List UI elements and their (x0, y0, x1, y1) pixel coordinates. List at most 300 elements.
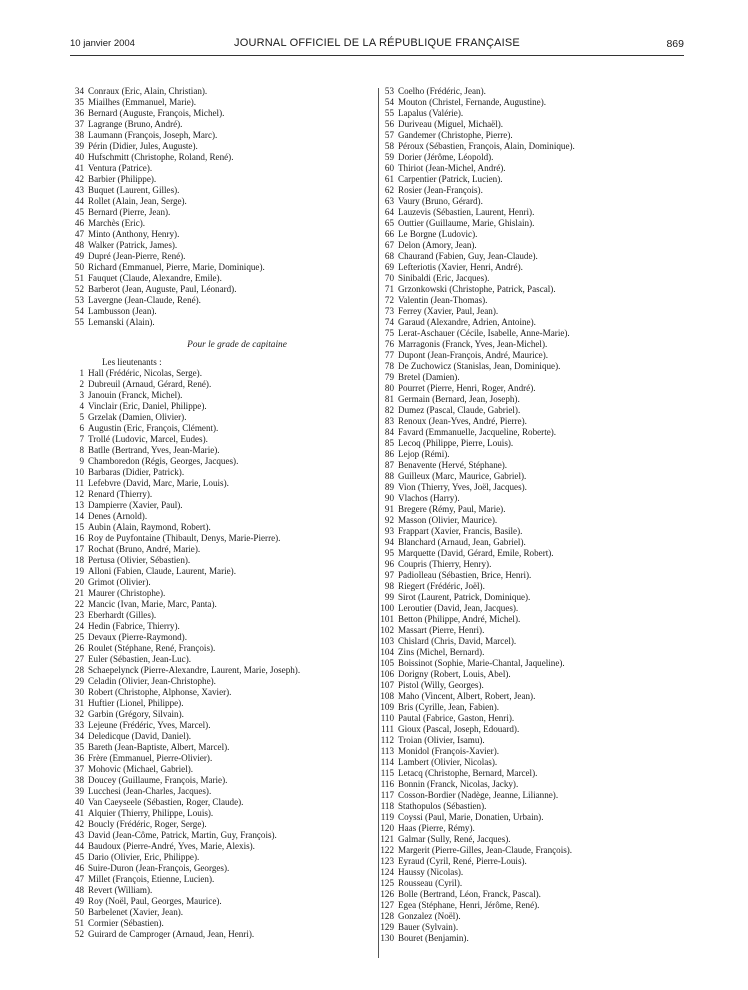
list-item (58, 720, 376, 731)
rank-number: 66 (384, 229, 394, 239)
officer-name: Gioux (Pascal, Joseph, Edouard). (398, 724, 520, 734)
officer-name: Celadin (Olivier, Jean-Christophe). (88, 676, 216, 686)
list-item (368, 581, 684, 592)
list-item (58, 687, 376, 698)
officer-name: Leroutier (David, Jean, Jacques). (398, 603, 519, 613)
list-item (58, 874, 376, 885)
rank-number: 39 (74, 786, 84, 796)
officer-name: Coelho (Frédéric, Jean). (398, 86, 486, 96)
list-item (58, 141, 376, 152)
page-header (70, 38, 684, 54)
list-item (368, 669, 684, 680)
list-item (58, 643, 376, 654)
rank-number: 115 (380, 768, 394, 778)
officer-name: Bonnin (Franck, Nicolas, Jacky). (398, 779, 519, 789)
rank-number: 122 (380, 845, 394, 855)
list-item (368, 768, 684, 779)
list-item (368, 515, 684, 526)
rank-number: 92 (384, 515, 394, 525)
rank-number: 16 (74, 533, 84, 543)
officer-name: Alquier (Thierry, Philippe, Louis). (88, 808, 214, 818)
list-item (58, 632, 376, 643)
rank-number: 83 (384, 416, 394, 426)
list-item (368, 207, 684, 218)
list-item (58, 251, 376, 262)
officer-name: Dampierre (Xavier, Paul). (88, 500, 183, 510)
rank-number: 105 (380, 658, 394, 668)
list-item (58, 610, 376, 621)
list-item (58, 808, 376, 819)
officer-name: Dumez (Pascal, Claude, Gabriel). (398, 405, 521, 415)
officer-name: Roy de Puyfontaine (Thibault, Denys, Marie-Pierre). (88, 533, 281, 543)
rank-number: 70 (384, 273, 394, 283)
officer-name: Sirot (Laurent, Patrick, Dominique). (398, 592, 531, 602)
rank-number: 49 (74, 251, 84, 261)
officer-name: Haussy (Nicolas). (398, 867, 464, 877)
rank-number: 30 (74, 687, 84, 697)
section-subheading: Les lieutenants : (102, 357, 162, 367)
list-item (368, 97, 684, 108)
officer-name: Zins (Michel, Bernard). (398, 647, 485, 657)
officer-name: Périn (Didier, Jules, Auguste). (88, 141, 198, 151)
list-item (58, 819, 376, 830)
rank-number: 17 (74, 544, 84, 554)
rank-number: 27 (74, 654, 84, 664)
rank-number: 90 (384, 493, 394, 503)
rank-number: 108 (380, 691, 394, 701)
list-item (58, 262, 376, 273)
list-item (58, 522, 376, 533)
officer-name: Lagrange (Bruno, André). (88, 119, 183, 129)
officer-name: Lefebvre (David, Marc, Marie, Louis). (88, 478, 229, 488)
officer-name: Barberot (Jean, Auguste, Paul, Léonard). (88, 284, 237, 294)
officer-name: David (Jean-Côme, Patrick, Martin, Guy, François). (88, 830, 277, 840)
list-item (58, 500, 376, 511)
list-item (368, 438, 684, 449)
list-item (368, 856, 684, 867)
rank-number: 47 (74, 874, 84, 884)
rank-number: 58 (384, 141, 394, 151)
list-item (368, 592, 684, 603)
officer-name: Conraux (Eric, Alain, Christian). (88, 86, 208, 96)
rank-number: 82 (384, 405, 394, 415)
officer-name: Buquet (Laurent, Gilles). (88, 185, 180, 195)
rank-number: 55 (384, 108, 394, 118)
officer-name: Grzelak (Damien, Olivier). (88, 412, 187, 422)
rank-number: 96 (384, 559, 394, 569)
rank-number: 18 (74, 555, 84, 565)
officer-name: Lambert (Olivier, Nicolas). (398, 757, 498, 767)
rank-number: 51 (74, 273, 84, 283)
officer-name: Germain (Bernard, Jean, Joseph). (398, 394, 520, 404)
rank-number: 57 (384, 130, 394, 140)
officer-name: Dorier (Jérôme, Léopold). (398, 152, 494, 162)
list-item (58, 163, 376, 174)
list-item (368, 449, 684, 460)
list-item (58, 401, 376, 412)
rank-number: 37 (74, 119, 84, 129)
list-item (58, 577, 376, 588)
list-item (368, 119, 684, 130)
officer-name: Guirard de Camproger (Arnaud, Jean, Henri). (88, 929, 255, 939)
rank-number: 98 (384, 581, 394, 591)
list-item (368, 823, 684, 834)
list-item (58, 555, 376, 566)
rank-number: 36 (74, 108, 84, 118)
list-item (368, 603, 684, 614)
list-item (368, 812, 684, 823)
list-item (58, 273, 376, 284)
list-item (368, 625, 684, 636)
journal-title: JOURNAL OFFICIEL DE LA RÉPUBLIQUE FRANÇAISE (234, 37, 520, 49)
officer-name: Bouret (Benjamin). (398, 933, 469, 943)
list-item (368, 845, 684, 856)
officer-name: Vaury (Bruno, Gérard). (398, 196, 483, 206)
officer-name: Masson (Olivier, Maurice). (398, 515, 498, 525)
lieutenant-list-continued (58, 86, 376, 328)
rank-number: 120 (380, 823, 394, 833)
list-item (368, 339, 684, 350)
rank-number: 107 (380, 680, 394, 690)
list-item (58, 456, 376, 467)
list-item (58, 544, 376, 555)
rank-number: 73 (384, 306, 394, 316)
officer-name: Dupont (Jean-François, André, Maurice). (398, 350, 549, 360)
officer-name: Baudoux (Pierre-André, Yves, Marie, Alexis). (88, 841, 255, 851)
officer-name: Robert (Christophe, Alphonse, Xavier). (88, 687, 232, 697)
right-column (368, 86, 684, 944)
officer-name: Walker (Patrick, James). (88, 240, 178, 250)
rank-number: 39 (74, 141, 84, 151)
rank-number: 13 (74, 500, 84, 510)
officer-name: Suire-Duron (Jean-François, Georges). (88, 863, 230, 873)
list-item (58, 434, 376, 445)
officer-name: Millet (François, Etienne, Lucien). (88, 874, 215, 884)
rank-number: 14 (74, 511, 84, 521)
rank-number: 64 (384, 207, 394, 217)
officer-name: Hufschmitt (Christophe, Roland, René). (88, 152, 234, 162)
rank-number: 46 (74, 863, 84, 873)
rank-number: 60 (384, 163, 394, 173)
rank-number: 43 (74, 185, 84, 195)
list-item (368, 218, 684, 229)
list-item (58, 207, 376, 218)
officer-name: Pourret (Pierre, Henri, Roger, André). (398, 383, 536, 393)
officer-name: Blanchard (Arnaud, Jean, Gabriel). (398, 537, 526, 547)
rank-number: 41 (74, 808, 84, 818)
list-item (58, 654, 376, 665)
officer-name: Eberhardt (Gilles). (88, 610, 157, 620)
officer-name: Marragonis (Franck, Yves, Jean-Michel). (398, 339, 548, 349)
page-number: 869 (666, 38, 684, 50)
rank-number: 114 (380, 757, 394, 767)
officer-name: Janouin (Franck, Michel). (88, 390, 183, 400)
officer-name: Chamboredon (Régis, Georges, Jacques). (88, 456, 239, 466)
list-item (368, 460, 684, 471)
officer-name: Trollé (Ludovic, Marcel, Eudes). (88, 434, 208, 444)
rank-number: 32 (74, 709, 84, 719)
officer-name: Batlle (Bertrand, Yves, Jean-Marie). (88, 445, 220, 455)
list-item (368, 273, 684, 284)
officer-name: Egea (Stéphane, Henri, Jérôme, René). (398, 900, 540, 910)
officer-name: Boissinot (Sophie, Marie-Chantal, Jaqueline). (398, 658, 565, 668)
rank-number: 69 (384, 262, 394, 272)
officer-name: Lambusson (Jean). (88, 306, 157, 316)
officer-name: Benavente (Hervé, Stéphane). (398, 460, 508, 470)
rank-number: 45 (74, 207, 84, 217)
list-item (368, 416, 684, 427)
list-item (58, 185, 376, 196)
rank-number: 26 (74, 643, 84, 653)
officer-name: Doucey (Guillaume, François, Marie). (88, 775, 228, 785)
officer-name: Pautal (Fabrice, Gaston, Henri). (398, 713, 515, 723)
rank-number: 127 (380, 900, 394, 910)
list-item (368, 174, 684, 185)
list-item (368, 713, 684, 724)
list-item (368, 867, 684, 878)
rank-number: 101 (380, 614, 394, 624)
rank-number: 45 (74, 852, 84, 862)
rank-number: 81 (384, 394, 394, 404)
officer-name: Eyraud (Cyril, René, Pierre-Louis). (398, 856, 527, 866)
officer-name: Stathopulos (Sébastien). (398, 801, 487, 811)
rank-number: 46 (74, 218, 84, 228)
officer-name: Ventura (Patrice). (88, 163, 153, 173)
list-item (368, 658, 684, 669)
officer-name: Rollet (Alain, Jean, Serge). (88, 196, 187, 206)
officer-name: Barbelenet (Xavier, Jean). (88, 907, 184, 917)
list-item (368, 933, 684, 944)
list-item (368, 537, 684, 548)
officer-name: Troian (Olivier, Isamu). (398, 735, 485, 745)
rank-number: 54 (384, 97, 394, 107)
rank-number: 35 (74, 97, 84, 107)
rank-number: 100 (380, 603, 394, 613)
list-item (368, 702, 684, 713)
list-item (368, 240, 684, 251)
officer-name: Letacq (Christophe, Bernard, Marcel). (398, 768, 538, 778)
list-item (368, 746, 684, 757)
rank-number: 42 (74, 174, 84, 184)
rank-number: 28 (74, 665, 84, 675)
list-item (368, 570, 684, 581)
rank-number: 130 (380, 933, 394, 943)
rank-number: 76 (384, 339, 394, 349)
list-item (58, 317, 376, 328)
rank-number: 80 (384, 383, 394, 393)
officer-name: Pistol (Willy, Georges). (398, 680, 484, 690)
list-item (58, 786, 376, 797)
rank-number: 22 (74, 599, 84, 609)
list-item (58, 918, 376, 929)
list-item (368, 834, 684, 845)
rank-number: 118 (380, 801, 394, 811)
list-item (58, 295, 376, 306)
rank-number: 2 (79, 379, 84, 389)
list-item (58, 698, 376, 709)
rank-number: 103 (380, 636, 394, 646)
rank-number: 54 (74, 306, 84, 316)
officer-name: Grimot (Olivier). (88, 577, 151, 587)
officer-name: Padiolleau (Sébastien, Brice, Henri). (398, 570, 532, 580)
list-item (368, 394, 684, 405)
rank-number: 37 (74, 764, 84, 774)
officer-name: Gonzalez (Noël). (398, 911, 461, 921)
list-item (58, 742, 376, 753)
list-item (58, 489, 376, 500)
officer-name: Augustin (Eric, François, Clément). (88, 423, 219, 433)
rank-number: 36 (74, 753, 84, 763)
officer-name: Lemanski (Alain). (88, 317, 155, 327)
officer-name: Lefteriotis (Xavier, Henri, André). (398, 262, 523, 272)
officer-name: Hedin (Fabrice, Thierry). (88, 621, 180, 631)
rank-number: 86 (384, 449, 394, 459)
rank-number: 110 (380, 713, 394, 723)
officer-name: Boucly (Frédéric, Roger, Serge). (88, 819, 207, 829)
rank-number: 123 (380, 856, 394, 866)
officer-name: Euler (Sébastien, Jean-Luc). (88, 654, 192, 664)
list-item (368, 229, 684, 240)
rank-number: 85 (384, 438, 394, 448)
officer-name: Minto (Anthony, Henry). (88, 229, 180, 239)
rank-number: 6 (79, 423, 84, 433)
rank-number: 33 (74, 720, 84, 730)
list-item (368, 900, 684, 911)
list-item (58, 86, 376, 97)
rank-number: 125 (380, 878, 394, 888)
officer-name: Bauer (Sylvain). (398, 922, 459, 932)
rank-number: 55 (74, 317, 84, 327)
rank-number: 9 (79, 456, 84, 466)
rank-number: 3 (79, 390, 84, 400)
officer-name: Laumann (François, Joseph, Marc). (88, 130, 218, 140)
officer-name: Ferrey (Xavier, Paul, Jean). (398, 306, 499, 316)
list-item (58, 566, 376, 577)
list-item (58, 108, 376, 119)
list-item (368, 284, 684, 295)
list-item (58, 885, 376, 896)
officer-name: Sinibaldi (Eric, Jacques). (398, 273, 490, 283)
officer-name: Mohovic (Michael, Gabriel). (88, 764, 194, 774)
rank-number: 1 (79, 368, 84, 378)
officer-name: Renard (Thierry). (88, 489, 153, 499)
rank-number: 88 (384, 471, 394, 481)
list-item (58, 863, 376, 874)
list-item (368, 647, 684, 658)
list-item (368, 526, 684, 537)
officer-name: Schaepelynck (Pierre-Alexandre, Laurent, Marie, Joseph). (88, 665, 301, 675)
rank-number: 74 (384, 317, 394, 327)
list-item (58, 841, 376, 852)
list-item (368, 108, 684, 119)
list-item (58, 467, 376, 478)
list-item (368, 152, 684, 163)
officer-name: Lejeune (Frédéric, Yves, Marcel). (88, 720, 211, 730)
rank-number: 38 (74, 775, 84, 785)
list-item (368, 735, 684, 746)
list-item (368, 185, 684, 196)
rank-number: 34 (74, 731, 84, 741)
list-item (368, 680, 684, 691)
list-item (368, 878, 684, 889)
list-item (58, 97, 376, 108)
rank-number: 116 (380, 779, 394, 789)
rank-number: 63 (384, 196, 394, 206)
rank-number: 71 (384, 284, 394, 294)
list-item (368, 306, 684, 317)
list-item (58, 797, 376, 808)
officer-name: Valentin (Jean-Thomas). (398, 295, 488, 305)
list-item (368, 295, 684, 306)
list-item (368, 504, 684, 515)
officer-name: Barbier (Philippe). (88, 174, 157, 184)
list-item (58, 390, 376, 401)
officer-name: Roy (Noël, Paul, Georges, Maurice). (88, 896, 222, 906)
rank-number: 34 (74, 86, 84, 96)
rank-number: 11 (75, 478, 84, 488)
rank-number: 119 (380, 812, 394, 822)
rank-number: 38 (74, 130, 84, 140)
list-item (58, 621, 376, 632)
officer-name: Fauquet (Claude, Alexandre, Emile). (88, 273, 222, 283)
rank-number: 44 (74, 196, 84, 206)
list-item (368, 383, 684, 394)
list-item (368, 779, 684, 790)
officer-name: Chaurand (Fabien, Guy, Jean-Claude). (398, 251, 538, 261)
list-item (58, 130, 376, 141)
rank-number: 126 (380, 889, 394, 899)
list-item (58, 306, 376, 317)
officer-name: Outtier (Guillaume, Marie, Ghislain). (398, 218, 535, 228)
rank-number: 102 (380, 625, 394, 635)
list-item (58, 599, 376, 610)
officer-name: Renoux (Jean-Yves, André, Pierre). (398, 416, 527, 426)
list-item (58, 533, 376, 544)
rank-number: 89 (384, 482, 394, 492)
officer-name: Dario (Olivier, Eric, Philippe). (88, 852, 200, 862)
officer-name: Devaux (Pierre-Raymond). (88, 632, 187, 642)
officer-name: Bernard (Pierre, Jean). (88, 207, 171, 217)
list-item (368, 427, 684, 438)
list-item (368, 405, 684, 416)
rank-number: 112 (380, 735, 394, 745)
officer-name: Barbaras (Didier, Patrick). (88, 467, 185, 477)
rank-number: 50 (74, 262, 84, 272)
rank-number: 106 (380, 669, 394, 679)
officer-name: Betton (Philippe, André, Michel). (398, 614, 521, 624)
officer-name: Bris (Cyrille, Jean, Fabien). (398, 702, 500, 712)
list-item (58, 229, 376, 240)
officer-name: Van Caeyseele (Sébastien, Roger, Claude). (88, 797, 244, 807)
list-item (58, 511, 376, 522)
officer-name: Huftier (Lionel, Philippe). (88, 698, 184, 708)
list-item (58, 830, 376, 841)
rank-number: 94 (384, 537, 394, 547)
rank-number: 84 (384, 427, 394, 437)
rank-number: 47 (74, 229, 84, 239)
rank-number: 43 (74, 830, 84, 840)
officer-name: Margerit (Pierre-Gilles, Jean-Claude, François). (398, 845, 573, 855)
list-item (368, 262, 684, 273)
list-item (368, 372, 684, 383)
list-item (368, 724, 684, 735)
rank-number: 42 (74, 819, 84, 829)
list-item (368, 911, 684, 922)
list-item (58, 764, 376, 775)
list-item (368, 317, 684, 328)
rank-number: 95 (384, 548, 394, 558)
rank-number: 77 (384, 350, 394, 360)
